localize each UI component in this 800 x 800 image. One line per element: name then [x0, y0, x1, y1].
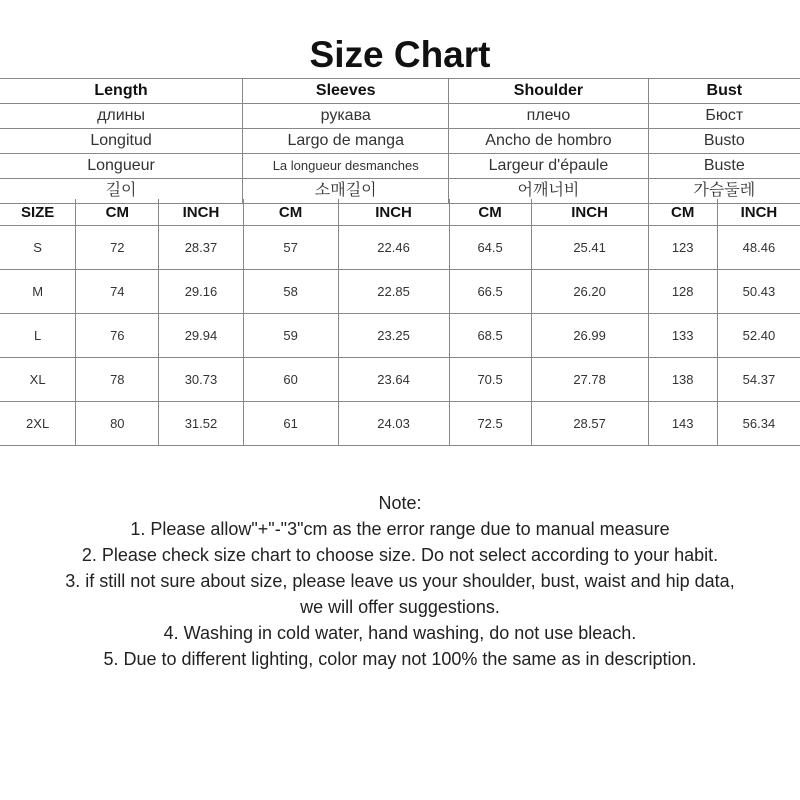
column-header: INCH	[531, 199, 648, 225]
table-cell: 61	[243, 402, 338, 445]
table-cell: 80	[75, 402, 158, 445]
table-cell: 57	[243, 226, 338, 269]
header-cell: длины	[97, 107, 146, 124]
header-cell-length: Length	[94, 82, 148, 99]
table-cell: 26.20	[531, 270, 648, 313]
header-cell-sleeves: Sleeves	[242, 79, 448, 103]
header-cell: La longueur desmanches	[242, 154, 448, 178]
table-cell: 23.64	[338, 358, 449, 401]
table-cell: 50.43	[717, 270, 800, 313]
header-cell: Longitud	[90, 132, 152, 149]
column-header: CM	[243, 199, 338, 225]
table-cell: 25.41	[531, 226, 648, 269]
table-row	[0, 270, 800, 314]
table-cell: 133	[648, 314, 717, 357]
header-cell: Busto	[648, 129, 800, 153]
header-cell: плечо	[448, 104, 647, 128]
table-cell: 24.03	[338, 402, 449, 445]
table-cell: 31.52	[158, 402, 242, 445]
header-cell: рукава	[242, 104, 448, 128]
table-header-row	[0, 199, 800, 226]
header-cell: 소매길이	[242, 179, 448, 203]
table-cell: 58	[243, 270, 338, 313]
table-row	[0, 314, 800, 358]
column-header: INCH	[338, 199, 449, 225]
table-cell: 23.25	[338, 314, 449, 357]
table-cell: 128	[648, 270, 717, 313]
column-header: CM	[75, 199, 158, 225]
table-cell: 22.46	[338, 226, 449, 269]
table-cell: 74	[75, 270, 158, 313]
table-cell: 48.46	[717, 226, 800, 269]
table-row	[0, 226, 800, 270]
table-cell: 68.5	[449, 314, 531, 357]
header-row-french	[0, 154, 800, 179]
note-item: 4. Washing in cold water, hand washing, do not use bleach.	[163, 623, 637, 643]
table-cell: 27.78	[531, 358, 648, 401]
header-cell: Longueur	[87, 157, 155, 174]
header-cell: Бюст	[648, 104, 800, 128]
table-cell: 60	[243, 358, 338, 401]
table-cell: 123	[648, 226, 717, 269]
header-cell: Buste	[648, 154, 800, 178]
header-row	[0, 78, 800, 104]
table-cell: 56.34	[717, 402, 800, 445]
table-cell: M	[32, 284, 44, 299]
table-cell: 29.16	[158, 270, 242, 313]
column-header-size: SIZE	[20, 203, 55, 221]
note-item: 1. Please allow"+"-"3"cm as the error range due to manual measure	[130, 519, 670, 539]
table-cell: 138	[648, 358, 717, 401]
table-cell: 28.37	[158, 226, 242, 269]
table-cell: 72.5	[449, 402, 531, 445]
header-cell: 어깨너비	[448, 179, 647, 203]
header-cell: Ancho de hombro	[448, 129, 647, 153]
table-cell: 30.73	[158, 358, 242, 401]
table-cell: 52.40	[717, 314, 800, 357]
table-cell: 26.99	[531, 314, 648, 357]
header-cell-bust: Bust	[648, 79, 800, 103]
column-header: INCH	[158, 199, 242, 225]
table-cell: 72	[75, 226, 158, 269]
note-item: 2. Please check size chart to choose size. Do not select according to your habit.	[81, 545, 719, 565]
page-title: Size Chart	[309, 34, 491, 75]
note-item: 5. Due to different lighting, color may not 100% the same as in description.	[103, 649, 697, 669]
header-cell: Largeur d'épaule	[448, 154, 647, 178]
note-item: 3. if still not sure about size, please leave us your shoulder, bust, waist and hip data,	[65, 571, 735, 591]
header-cell-shoulder: Shoulder	[448, 79, 647, 103]
column-header: CM	[449, 199, 531, 225]
table-cell: 70.5	[449, 358, 531, 401]
table-cell: 59	[243, 314, 338, 357]
column-header: CM	[648, 199, 717, 225]
table-cell: 76	[75, 314, 158, 357]
table-cell: 78	[75, 358, 158, 401]
table-cell: 28.57	[531, 402, 648, 445]
table-cell: XL	[29, 372, 46, 387]
header-cell: 길이	[105, 182, 137, 199]
header-row-spanish	[0, 129, 800, 154]
header-cell: 가슴둘레	[648, 179, 800, 203]
table-cell: 2XL	[26, 416, 50, 431]
table-cell: 64.5	[449, 226, 531, 269]
header-cell: Largo de manga	[242, 129, 448, 153]
table-cell: 143	[648, 402, 717, 445]
table-cell: 54.37	[717, 358, 800, 401]
table-row	[0, 402, 800, 446]
notes-heading: Note:	[378, 493, 422, 513]
table-row	[0, 358, 800, 402]
table-cell: 29.94	[158, 314, 242, 357]
table-cell: 22.85	[338, 270, 449, 313]
note-item: we will offer suggestions.	[300, 597, 500, 617]
header-row-russian	[0, 104, 800, 129]
notes-section	[0, 490, 800, 672]
size-table	[0, 199, 800, 446]
measurement-header	[0, 78, 800, 204]
table-cell: 66.5	[449, 270, 531, 313]
table-cell: L	[34, 328, 42, 343]
column-header: INCH	[717, 199, 800, 225]
table-cell: S	[33, 240, 42, 255]
